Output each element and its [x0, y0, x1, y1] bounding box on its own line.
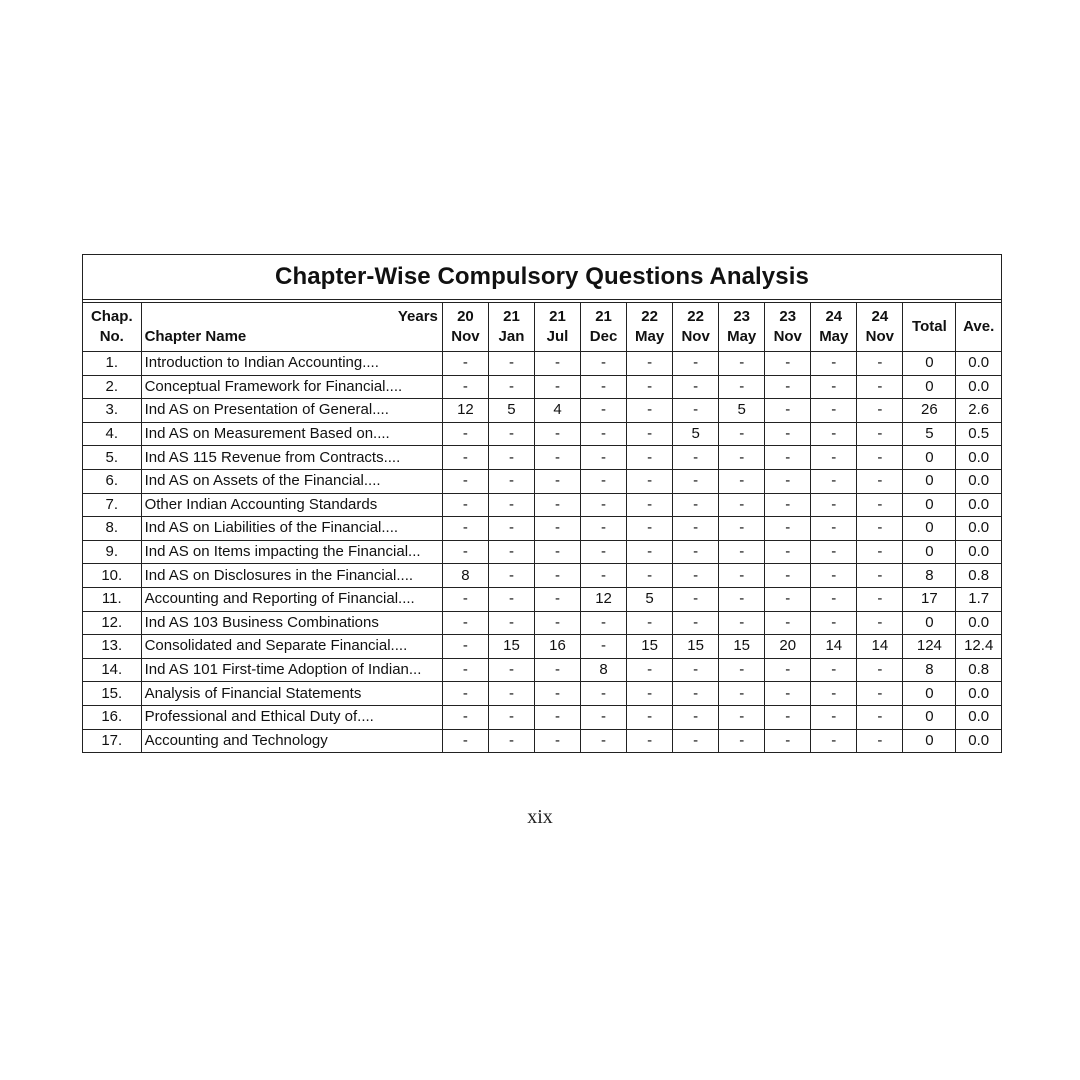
chapter-name-cell: Ind AS 101 First-time Adoption of Indian... — [141, 658, 442, 682]
question-count-cell: - — [811, 682, 857, 706]
page-number: xix — [527, 806, 553, 828]
chapter-number-cell: 1. — [83, 352, 141, 376]
question-count-cell: - — [534, 587, 580, 611]
chapter-name-cell: Conceptual Framework for Financial.... — [141, 375, 442, 399]
question-count-cell: - — [442, 446, 488, 470]
question-count-cell: - — [673, 705, 719, 729]
question-count-cell: - — [488, 352, 534, 376]
table-row — [83, 399, 1001, 423]
chapter-number-cell: 7. — [83, 493, 141, 517]
chapter-name-cell: Ind AS on Liabilities of the Financial.... — [141, 517, 442, 541]
total-cell: 0 — [903, 493, 956, 517]
question-count-cell: - — [719, 611, 765, 635]
question-count-cell: - — [488, 705, 534, 729]
chapter-number-cell: 9. — [83, 540, 141, 564]
question-count-cell: - — [811, 611, 857, 635]
question-count-cell: - — [811, 469, 857, 493]
table-row — [83, 729, 1001, 752]
question-count-cell: - — [673, 352, 719, 376]
question-count-cell: 15 — [488, 635, 534, 659]
question-count-cell: - — [627, 517, 673, 541]
question-count-cell: - — [765, 658, 811, 682]
question-count-cell: - — [442, 352, 488, 376]
average-cell: 0.8 — [956, 658, 1001, 682]
question-count-cell: - — [581, 399, 627, 423]
question-count-cell: - — [811, 517, 857, 541]
average-cell: 0.0 — [956, 705, 1001, 729]
table-row — [83, 469, 1001, 493]
average-cell: 2.6 — [956, 399, 1001, 423]
question-count-cell: - — [857, 469, 903, 493]
table-row — [83, 375, 1001, 399]
question-count-cell: - — [442, 635, 488, 659]
period-header: 23 May — [719, 303, 765, 352]
average-cell: 0.0 — [956, 352, 1001, 376]
table-row — [83, 540, 1001, 564]
question-count-cell: - — [581, 493, 627, 517]
chapter-name-cell: Ind AS 103 Business Combinations — [141, 611, 442, 635]
question-count-cell: 12 — [581, 587, 627, 611]
total-cell: 0 — [903, 469, 956, 493]
question-count-cell: - — [719, 682, 765, 706]
chapter-name-header — [141, 303, 442, 352]
question-count-cell: 4 — [534, 399, 580, 423]
question-count-cell: - — [581, 422, 627, 446]
total-cell: 0 — [903, 517, 956, 541]
total-cell: 0 — [903, 705, 956, 729]
question-count-cell: 8 — [581, 658, 627, 682]
total-cell: 26 — [903, 399, 956, 423]
question-count-cell: - — [719, 705, 765, 729]
question-count-cell: - — [811, 729, 857, 752]
table-row — [83, 446, 1001, 470]
table-row — [83, 611, 1001, 635]
question-count-cell: - — [627, 682, 673, 706]
question-count-cell: - — [857, 517, 903, 541]
chapter-number-cell: 5. — [83, 446, 141, 470]
question-count-cell: - — [581, 705, 627, 729]
total-cell: 0 — [903, 375, 956, 399]
question-count-cell: - — [719, 422, 765, 446]
question-count-cell: - — [673, 469, 719, 493]
question-count-cell: - — [857, 422, 903, 446]
chapter-name-cell: Ind AS on Items impacting the Financial... — [141, 540, 442, 564]
question-count-cell: - — [811, 658, 857, 682]
question-count-cell: - — [857, 658, 903, 682]
question-count-cell: - — [719, 564, 765, 588]
question-count-cell: 14 — [857, 635, 903, 659]
analysis-table-frame — [82, 254, 1002, 753]
question-count-cell: - — [581, 729, 627, 752]
chapter-number-cell: 15. — [83, 682, 141, 706]
question-count-cell: - — [488, 564, 534, 588]
question-count-cell: - — [534, 493, 580, 517]
question-count-cell: - — [627, 422, 673, 446]
chapter-number-cell: 4. — [83, 422, 141, 446]
total-cell: 0 — [903, 682, 956, 706]
question-count-cell: - — [673, 587, 719, 611]
table-row — [83, 658, 1001, 682]
question-count-cell: - — [534, 446, 580, 470]
question-count-cell: - — [627, 469, 673, 493]
average-cell: 1.7 — [956, 587, 1001, 611]
question-count-cell: - — [765, 564, 811, 588]
question-count-cell: - — [719, 587, 765, 611]
question-count-cell: - — [765, 729, 811, 752]
table-title: Chapter-Wise Compulsory Questions Analysis — [83, 255, 1001, 300]
question-count-cell: - — [765, 611, 811, 635]
period-header: 24 Nov — [857, 303, 903, 352]
period-header: 23 Nov — [765, 303, 811, 352]
question-count-cell: - — [534, 729, 580, 752]
question-count-cell: 8 — [442, 564, 488, 588]
question-count-cell: - — [673, 399, 719, 423]
chapter-number-cell: 11. — [83, 587, 141, 611]
total-cell: 0 — [903, 540, 956, 564]
total-cell: 17 — [903, 587, 956, 611]
question-count-cell: - — [719, 446, 765, 470]
question-count-cell: - — [442, 469, 488, 493]
question-count-cell: 12 — [442, 399, 488, 423]
chapter-number-cell: 3. — [83, 399, 141, 423]
table-row — [83, 352, 1001, 376]
question-count-cell: - — [765, 469, 811, 493]
question-count-cell: - — [442, 705, 488, 729]
question-count-cell: - — [673, 375, 719, 399]
period-header: 22 Nov — [673, 303, 719, 352]
question-count-cell: - — [442, 493, 488, 517]
question-count-cell: - — [534, 540, 580, 564]
question-count-cell: - — [673, 729, 719, 752]
chapter-number-cell: 6. — [83, 469, 141, 493]
question-count-cell: - — [534, 658, 580, 682]
table-row — [83, 493, 1001, 517]
question-count-cell: - — [534, 422, 580, 446]
question-count-cell: - — [488, 493, 534, 517]
period-header: 24 May — [811, 303, 857, 352]
question-count-cell: - — [534, 611, 580, 635]
question-count-cell: - — [581, 446, 627, 470]
question-count-cell: - — [857, 564, 903, 588]
chapter-name-cell: Ind AS on Measurement Based on.... — [141, 422, 442, 446]
question-count-cell: - — [765, 422, 811, 446]
question-count-cell: - — [442, 540, 488, 564]
question-count-cell: - — [811, 375, 857, 399]
question-count-cell: - — [765, 375, 811, 399]
question-count-cell: 14 — [811, 635, 857, 659]
average-cell: 12.4 — [956, 635, 1001, 659]
chapter-name-cell: Ind AS on Assets of the Financial.... — [141, 469, 442, 493]
total-header: Total — [903, 303, 956, 352]
question-count-cell: - — [673, 611, 719, 635]
question-count-cell: - — [627, 352, 673, 376]
chapter-number-cell: 12. — [83, 611, 141, 635]
table-row — [83, 587, 1001, 611]
question-count-cell: - — [581, 540, 627, 564]
period-header: 21 Jul — [534, 303, 580, 352]
question-count-cell: - — [811, 399, 857, 423]
question-count-cell: - — [673, 493, 719, 517]
question-count-cell: - — [857, 375, 903, 399]
question-count-cell: - — [442, 729, 488, 752]
question-count-cell: - — [534, 564, 580, 588]
question-count-cell: - — [488, 658, 534, 682]
question-count-cell: - — [857, 682, 903, 706]
question-count-cell: - — [581, 635, 627, 659]
question-count-cell: - — [534, 682, 580, 706]
total-cell: 8 — [903, 564, 956, 588]
question-count-cell: - — [857, 587, 903, 611]
question-count-cell: - — [442, 517, 488, 541]
question-count-cell: - — [488, 517, 534, 541]
chapter-name-cell: Ind AS on Presentation of General.... — [141, 399, 442, 423]
total-cell: 0 — [903, 611, 956, 635]
table-row — [83, 682, 1001, 706]
period-header: 22 May — [627, 303, 673, 352]
average-cell: 0.8 — [956, 564, 1001, 588]
question-count-cell: - — [719, 469, 765, 493]
question-count-cell: - — [765, 493, 811, 517]
average-cell: 0.0 — [956, 375, 1001, 399]
question-count-cell: - — [811, 446, 857, 470]
question-count-cell: - — [811, 705, 857, 729]
table-row — [83, 705, 1001, 729]
question-count-cell: - — [719, 493, 765, 517]
average-cell: 0.0 — [956, 469, 1001, 493]
question-count-cell: - — [627, 446, 673, 470]
chapter-name-cell: Professional and Ethical Duty of.... — [141, 705, 442, 729]
header-row — [83, 303, 1001, 352]
question-count-cell: - — [442, 587, 488, 611]
average-cell: 0.0 — [956, 517, 1001, 541]
question-count-cell: 5 — [488, 399, 534, 423]
question-count-cell: - — [627, 540, 673, 564]
question-count-cell: - — [534, 352, 580, 376]
chapter-name-cell: Ind AS on Disclosures in the Financial.... — [141, 564, 442, 588]
total-cell: 0 — [903, 729, 956, 752]
chapter-number-cell: 17. — [83, 729, 141, 752]
question-count-cell: - — [488, 375, 534, 399]
table-row — [83, 635, 1001, 659]
question-count-cell: 15 — [627, 635, 673, 659]
question-count-cell: - — [719, 729, 765, 752]
question-count-cell: - — [581, 517, 627, 541]
chapter-name-cell: Other Indian Accounting Standards — [141, 493, 442, 517]
question-count-cell: - — [857, 446, 903, 470]
question-count-cell: - — [719, 352, 765, 376]
question-count-cell: - — [765, 705, 811, 729]
question-count-cell: - — [857, 705, 903, 729]
question-count-cell: - — [857, 729, 903, 752]
average-cell: 0.0 — [956, 682, 1001, 706]
chapter-name-cell: Ind AS 115 Revenue from Contracts.... — [141, 446, 442, 470]
question-count-cell: - — [581, 611, 627, 635]
chapter-number-cell: 16. — [83, 705, 141, 729]
question-count-cell: - — [627, 611, 673, 635]
question-count-cell: - — [534, 705, 580, 729]
chapter-number-cell: 13. — [83, 635, 141, 659]
chap-no-header: Chap. No. — [83, 303, 141, 352]
chapter-name-cell: Introduction to Indian Accounting.... — [141, 352, 442, 376]
question-count-cell: - — [627, 658, 673, 682]
question-count-cell: - — [581, 469, 627, 493]
question-count-cell: - — [488, 540, 534, 564]
question-count-cell: - — [765, 399, 811, 423]
question-count-cell: - — [673, 682, 719, 706]
chapter-name-cell: Accounting and Technology — [141, 729, 442, 752]
chapter-number-cell: 8. — [83, 517, 141, 541]
question-count-cell: - — [811, 540, 857, 564]
period-header: 21 Dec — [581, 303, 627, 352]
question-count-cell: - — [765, 446, 811, 470]
total-cell: 5 — [903, 422, 956, 446]
question-count-cell: - — [627, 705, 673, 729]
question-count-cell: - — [488, 611, 534, 635]
question-count-cell: - — [488, 422, 534, 446]
question-count-cell: - — [857, 493, 903, 517]
question-count-cell: - — [627, 564, 673, 588]
question-count-cell: - — [581, 682, 627, 706]
question-count-cell: - — [719, 375, 765, 399]
question-count-cell: - — [488, 469, 534, 493]
question-count-cell: - — [765, 517, 811, 541]
question-count-cell: - — [581, 352, 627, 376]
question-count-cell: - — [765, 352, 811, 376]
chapter-number-cell: 14. — [83, 658, 141, 682]
table-row — [83, 517, 1001, 541]
question-count-cell: - — [719, 517, 765, 541]
question-count-cell: - — [857, 399, 903, 423]
question-count-cell: - — [442, 658, 488, 682]
average-cell: 0.0 — [956, 446, 1001, 470]
chapter-name-cell: Accounting and Reporting of Financial.... — [141, 587, 442, 611]
question-count-cell: - — [488, 729, 534, 752]
question-count-cell: - — [765, 682, 811, 706]
average-cell: 0.0 — [956, 729, 1001, 752]
question-count-cell: - — [673, 540, 719, 564]
ave-header: Ave. — [956, 303, 1001, 352]
question-count-cell: - — [765, 587, 811, 611]
question-count-cell: 5 — [627, 587, 673, 611]
average-cell: 0.5 — [956, 422, 1001, 446]
question-count-cell: 16 — [534, 635, 580, 659]
question-count-cell: - — [442, 422, 488, 446]
question-count-cell: - — [488, 446, 534, 470]
question-count-cell: - — [627, 493, 673, 517]
years-label: Years — [397, 308, 438, 325]
question-count-cell: - — [673, 517, 719, 541]
chapter-number-cell: 10. — [83, 564, 141, 588]
question-count-cell: - — [857, 540, 903, 564]
total-cell: 8 — [903, 658, 956, 682]
question-count-cell: - — [534, 375, 580, 399]
question-count-cell: - — [442, 682, 488, 706]
total-cell: 0 — [903, 446, 956, 470]
question-count-cell: - — [581, 564, 627, 588]
average-cell: 0.0 — [956, 540, 1001, 564]
question-count-cell: - — [581, 375, 627, 399]
table-row — [83, 564, 1001, 588]
question-count-cell: - — [627, 375, 673, 399]
average-cell: 0.0 — [956, 493, 1001, 517]
total-cell: 0 — [903, 352, 956, 376]
chapter-name-label: Chapter Name — [144, 328, 247, 345]
question-count-cell: - — [857, 352, 903, 376]
period-header: 21 Jan — [488, 303, 534, 352]
question-count-cell: - — [857, 611, 903, 635]
question-count-cell: - — [673, 446, 719, 470]
question-count-cell: - — [488, 587, 534, 611]
question-count-cell: - — [534, 469, 580, 493]
question-count-cell: 20 — [765, 635, 811, 659]
question-count-cell: - — [719, 540, 765, 564]
period-header: 20 Nov — [442, 303, 488, 352]
table-body — [83, 352, 1001, 753]
question-count-cell: - — [627, 729, 673, 752]
question-count-cell: - — [442, 611, 488, 635]
question-count-cell: 5 — [719, 399, 765, 423]
analysis-table — [83, 303, 1001, 752]
total-cell: 124 — [903, 635, 956, 659]
question-count-cell: - — [811, 352, 857, 376]
chapter-number-cell: 2. — [83, 375, 141, 399]
question-count-cell: 15 — [719, 635, 765, 659]
question-count-cell: - — [673, 658, 719, 682]
question-count-cell: - — [811, 493, 857, 517]
question-count-cell: - — [627, 399, 673, 423]
average-cell: 0.0 — [956, 611, 1001, 635]
question-count-cell: - — [673, 564, 719, 588]
question-count-cell: - — [811, 564, 857, 588]
question-count-cell: - — [488, 682, 534, 706]
table-row — [83, 422, 1001, 446]
question-count-cell: - — [719, 658, 765, 682]
question-count-cell: - — [811, 422, 857, 446]
question-count-cell: - — [442, 375, 488, 399]
question-count-cell: 5 — [673, 422, 719, 446]
chapter-name-cell: Consolidated and Separate Financial.... — [141, 635, 442, 659]
question-count-cell: 15 — [673, 635, 719, 659]
question-count-cell: - — [811, 587, 857, 611]
question-count-cell: - — [765, 540, 811, 564]
chapter-name-cell: Analysis of Financial Statements — [141, 682, 442, 706]
question-count-cell: - — [534, 517, 580, 541]
